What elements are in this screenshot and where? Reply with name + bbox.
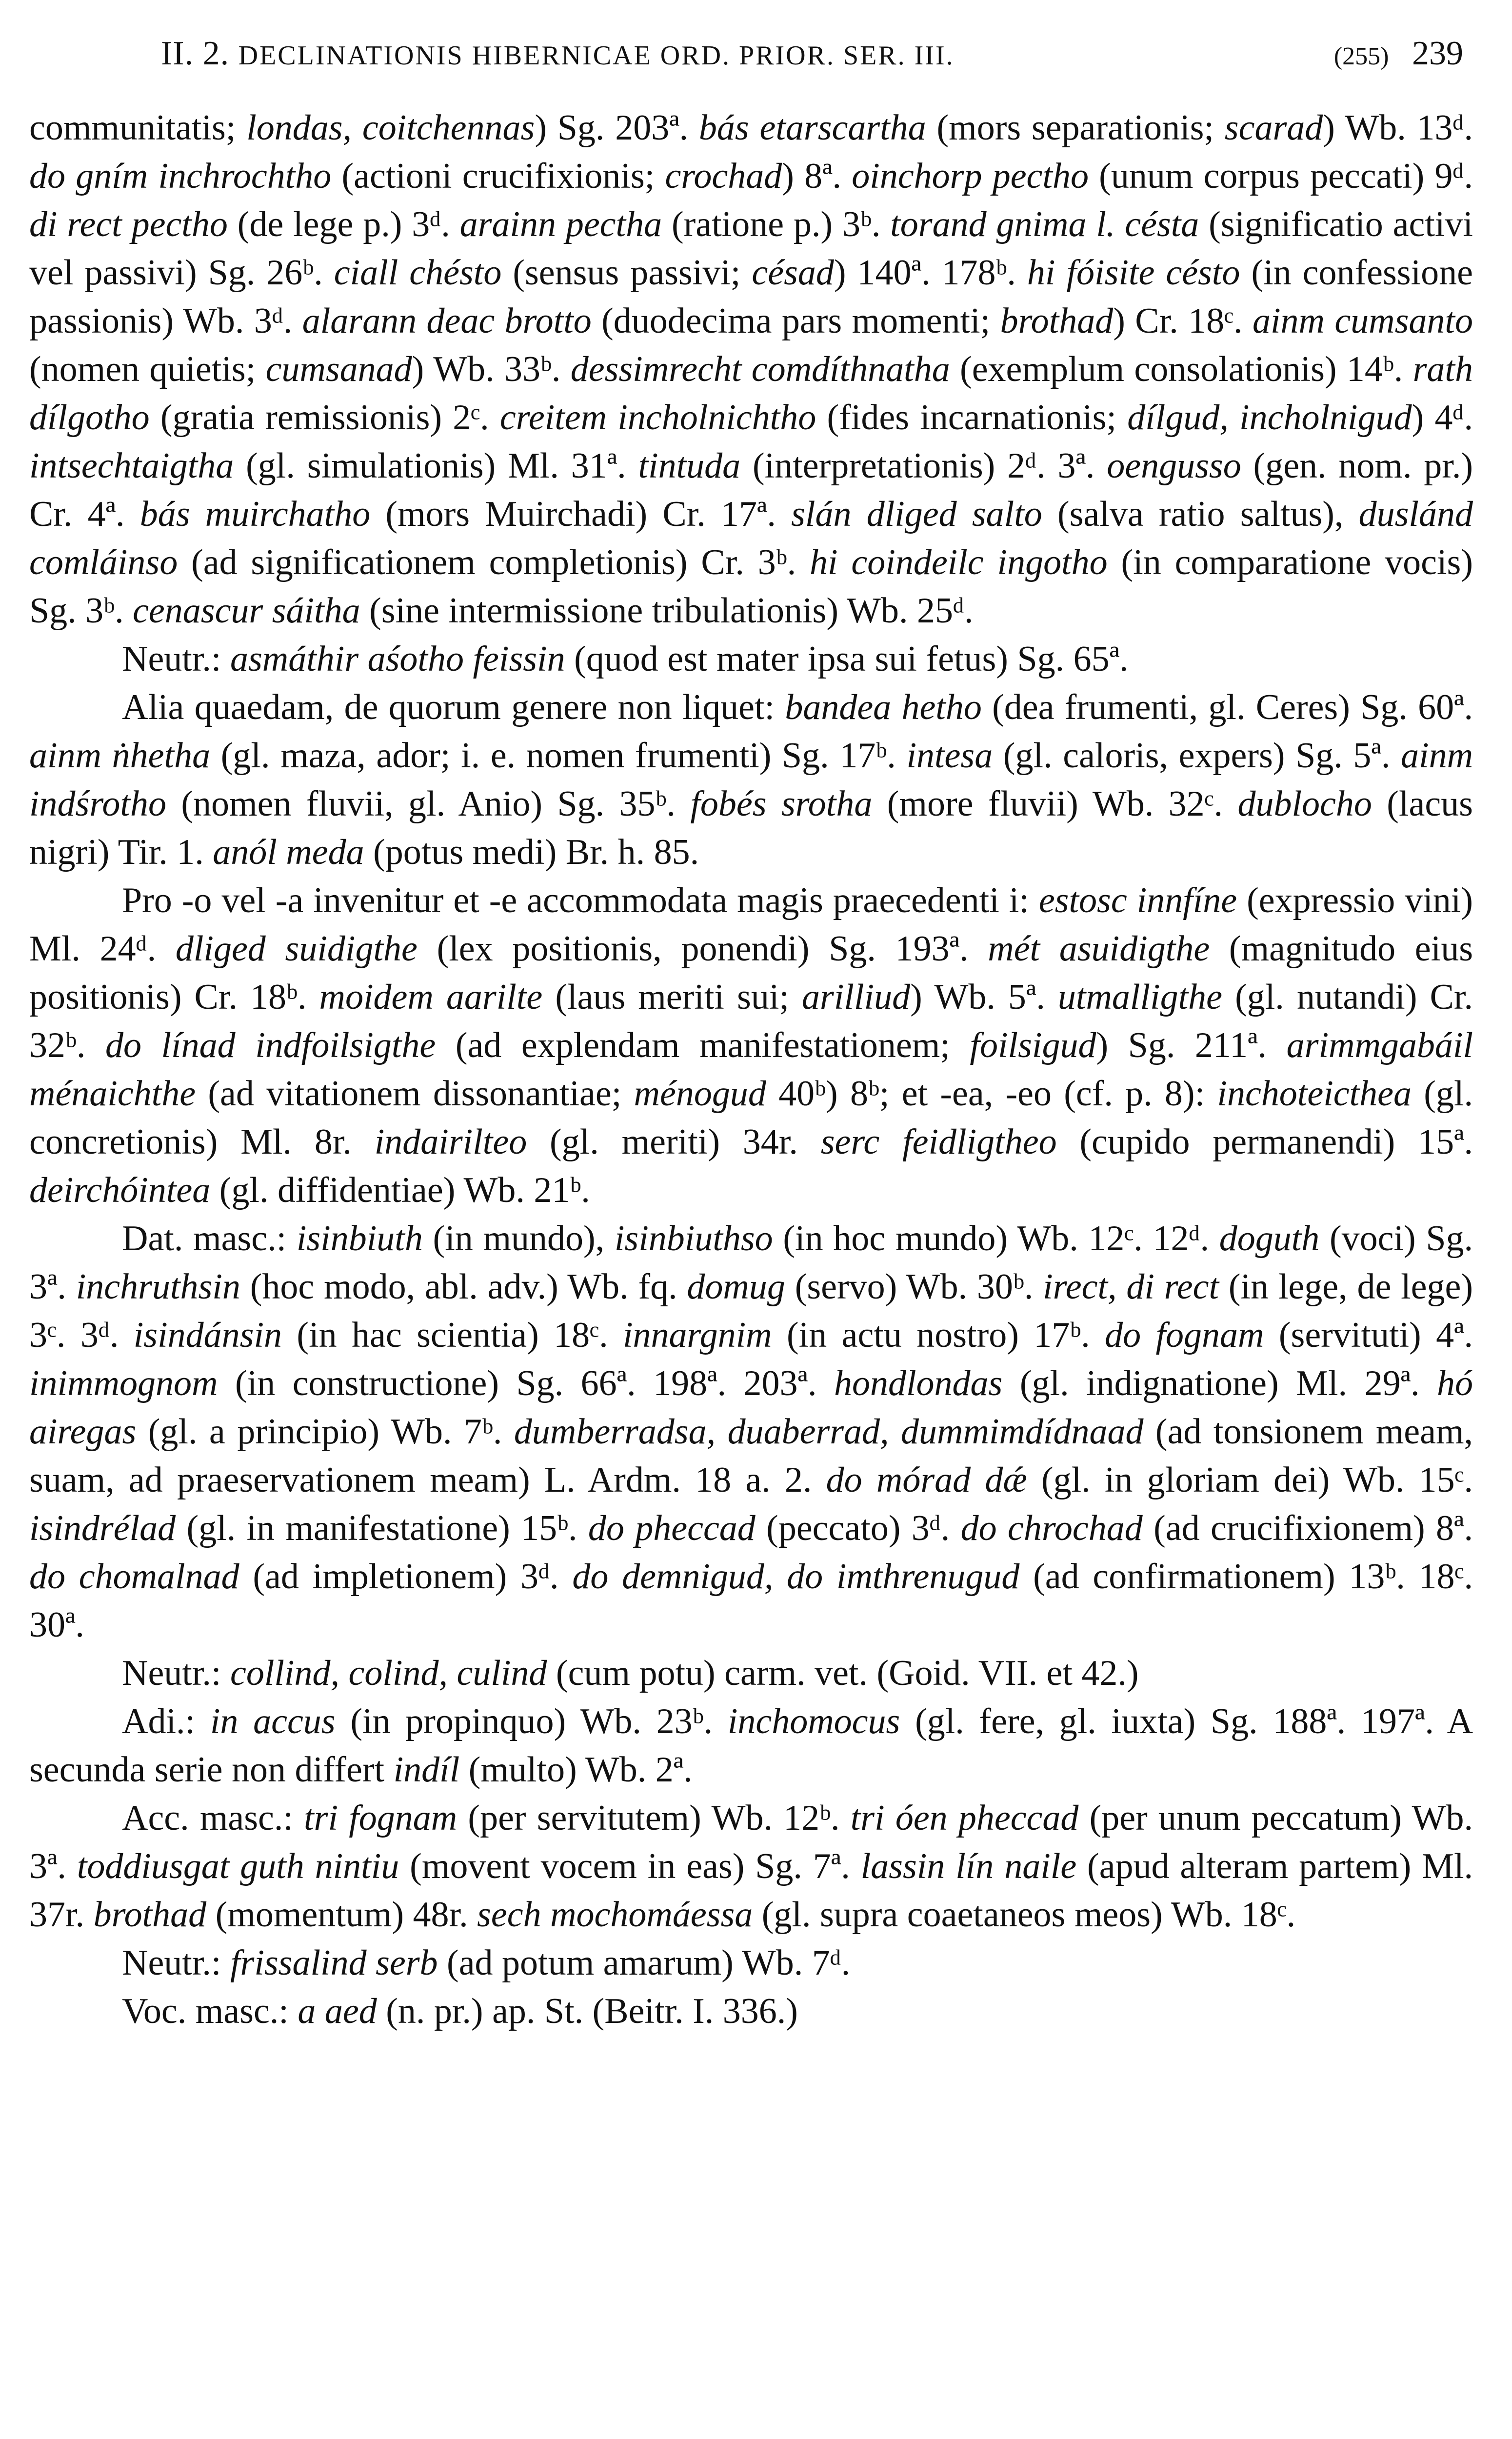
irish-form: bandea hetho [785,687,982,727]
irish-form: bás muirchatho [139,494,371,534]
irish-form: fobés srotha [690,784,873,824]
irish-form: indíl [393,1750,460,1790]
gloss-text: (mors Muirchadi) Cr. 17ª. [370,494,792,534]
irish-form: arainn pectha [459,204,662,244]
irish-form: hi coindeilc ingotho [810,542,1108,582]
irish-form: tri fognam [304,1798,458,1838]
gloss-text: (ad vitationem dissonantiae; [196,1074,634,1114]
gloss-text: Alia quaedam, de quorum genere non liquet: [122,687,785,727]
gloss-text: (de lege p.) 3ᵈ. [227,204,460,244]
gloss-text: (salva ratio saltus), [1042,494,1359,534]
irish-form: collind, colind, culind [230,1653,547,1693]
paragraph [29,104,1473,635]
section-title: DECLINATIONIS HIBERNICAE ORD. PRIOR. SER. III. [238,40,955,71]
irish-form: rath dílgotho [29,349,1473,438]
gloss-text: ) 140ª. 178ᵇ. [834,253,1027,293]
gloss-text: (per unum peccatum) Wb. 3ª. [29,1798,1473,1886]
gloss-text: (duodecima pars momenti; [591,301,1000,341]
gloss-text: Voc. masc.: [122,1991,298,2031]
gloss-text: (interpretationis) 2ᵈ. 3ª. [740,446,1107,486]
gloss-text: (gl. diffidentiae) Wb. 21ᵇ. [210,1170,590,1210]
gloss-text: (unum corpus peccati) 9ᵈ. [1088,156,1473,196]
irish-form: crochad [665,156,782,196]
gloss-text: Acc. masc.: [122,1798,304,1838]
gloss-text: (peccato) 3ᵈ. [755,1508,961,1548]
paragraph [29,877,1473,1215]
irish-form: intesa [906,736,993,776]
irish-form: torand gnima l. césta [890,204,1199,244]
gloss-text: (gl. a principio) Wb. 7ᵇ. [136,1412,514,1452]
gloss-text: (sine intermissione tribulationis) Wb. 25ᵈ. [360,591,974,631]
irish-form: brothad [1000,301,1114,341]
irish-form: ménogud [634,1074,766,1114]
gloss-text: (gen. nom. pr.) Cr. 4ª. [29,446,1473,534]
paragraph [29,683,1473,877]
paragraph [29,635,1473,683]
irish-form: do mórad dǽ [826,1460,1027,1500]
gloss-text: (nomen fluvii, gl. Anio) Sg. 35ᵇ. [166,784,691,824]
irish-form: ainm ṅhetha [29,736,211,776]
irish-form: isinbiuthso [614,1219,773,1259]
irish-form: ainm cumsanto [1252,301,1473,341]
gloss-text: (gl. caloris, expers) Sg. 5ª. [993,736,1401,776]
irish-form: inchomocus [727,1701,900,1741]
gloss-text: (ad explendam manifestationem; [436,1025,970,1065]
gloss-text: ) Wb. 13ᵈ. [1323,108,1473,148]
gloss-text: (sensus passivi; [501,253,752,293]
irish-form: creitem incholnichtho [499,398,816,438]
irish-form: dílgud, incholnigud [1127,398,1412,438]
gloss-text: (significatio activi vel passivi) Sg. 26ᵇ. [29,204,1473,293]
gloss-text: (ad crucifixionem) 8ª. [1142,1508,1473,1548]
gloss-text: ) 8ª. [782,156,852,196]
irish-form: a aed [298,1991,377,2031]
gloss-text: (in comparatione vocis) Sg. 3ᵇ. [29,542,1473,631]
irish-form: serc feidligtheo [820,1122,1057,1162]
gloss-text: 40ᵇ) 8ᵇ; et -ea, -eo (cf. p. 8): [766,1074,1217,1114]
gloss-text: (per servitutem) Wb. 12ᵇ. [457,1798,851,1838]
gloss-text: (lex positionis, ponendi) Sg. 193ª. [417,929,988,969]
irish-form: domug [687,1267,785,1307]
gloss-text: (laus meriti sui; [542,977,802,1017]
irish-form: isindánsin [133,1315,282,1355]
gloss-text: (more fluvii) Wb. 32ᶜ. [872,784,1238,824]
irish-form: hó airegas [29,1363,1473,1452]
irish-form: anól meda [213,832,364,872]
irish-form: dessimrecht comdíthnatha [570,349,950,389]
irish-form: hi fóisite césto [1027,253,1240,293]
gloss-text: (ad confirmationem) 13ᵇ. 18ᶜ. 30ª. [29,1557,1473,1645]
body-text [29,104,1473,2036]
gloss-text: Neutr.: [122,639,230,679]
gloss-text: (gl. meriti) 34r. [527,1122,821,1162]
irish-form: in accus [210,1701,336,1741]
running-head [29,27,1473,80]
gloss-text: ) Cr. 18ᶜ. [1113,301,1253,341]
gloss-text: Dat. masc.: [122,1219,297,1259]
irish-form: duslánd comláinso [29,494,1473,582]
irish-form: scarad [1224,108,1323,148]
gloss-text: (gl. maza, ador; i. e. nomen frumenti) Sg. 17ᵇ. [210,736,907,776]
gloss-text: (magnitudo eius positionis) Cr. 18ᵇ. [29,929,1473,1017]
gloss-text: ) 4ᵈ. [1412,398,1473,438]
gloss-text: Neutr.: [122,1653,230,1693]
gloss-text: (ratione p.) 3ᵇ. [662,204,891,244]
irish-form: dliged suidigthe [175,929,418,969]
irish-form: foilsigud [970,1025,1096,1065]
gloss-text: (exemplum consolationis) 14ᵇ. [950,349,1413,389]
irish-form: inchoteicthea [1217,1074,1412,1114]
irish-form: ainm indśrotho [29,736,1473,824]
irish-form: mét asuidigthe [988,929,1210,969]
gloss-text: (in hac scientia) 18ᶜ. [282,1315,623,1355]
gloss-text: (lacus nigri) Tir. 1. [29,784,1473,872]
gloss-text: (voci) Sg. 3ª. [29,1219,1473,1307]
irish-form: doguth [1219,1219,1320,1259]
gloss-text: Neutr.: [122,1943,230,1983]
gloss-text: (gratia remissionis) 2ᶜ. [149,398,500,438]
irish-form: dublocho [1237,784,1372,824]
irish-form: tri óen pheccad [850,1798,1079,1838]
paragraph [29,1649,1473,1698]
irish-form: oengusso [1107,446,1241,486]
gloss-text: (in propinquo) Wb. 23ᵇ. [335,1701,728,1741]
irish-form: irect, di rect [1043,1267,1219,1307]
gloss-text: (ad tonsionem meam, suam, ad praeservationem meam) L. Ardm. 18 a. 2. [29,1412,1473,1500]
gloss-text: (expressio vini) Ml. 24ᵈ. [29,880,1473,969]
gloss-text: (n. pr.) ap. St. (Beitr. I. 336.) [377,1991,798,2031]
gloss-text: communitatis; [29,108,247,148]
gloss-text: (in mundo), [422,1219,615,1259]
irish-form: innargnim [622,1315,772,1355]
gloss-text: Pro -o vel -a invenitur et -e accommodata magis praecedenti i: [122,880,1039,920]
irish-form: ciall chésto [334,253,502,293]
irish-form: do pheccad [588,1508,756,1548]
irish-form: estosc innfíne [1038,880,1237,920]
irish-form: sech mochomáessa [477,1895,753,1935]
irish-form: utmalligthe [1057,977,1222,1017]
irish-form: arilliud [802,977,911,1017]
irish-form: tintuda [638,446,741,486]
gloss-text: (in hoc mundo) Wb. 12ᶜ. 12ᵈ. [773,1219,1219,1259]
gloss-text: (in lege, de lege) 3ᶜ. 3ᵈ. [29,1267,1473,1355]
section-number: II. 2. [161,35,230,72]
irish-form: oinchorp pectho [852,156,1089,196]
irish-form: di rect pectho [29,204,228,244]
irish-form: dumberradsa, duaberrad, dummimdídnaad [514,1412,1144,1452]
gloss-text: (apud alteram partem) Ml. 37r. [29,1846,1473,1935]
gloss-text: ) Wb. 5ª. [910,977,1058,1017]
gloss-text: (in constructione) Sg. 66ª. 198ª. 203ª. [218,1363,834,1403]
gloss-text: (gl. supra coaetaneos meos) Wb. 18ᶜ. [753,1895,1296,1935]
paragraph [29,1698,1473,1794]
irish-form: do chrochad [960,1508,1143,1548]
irish-form: brothad [93,1895,207,1935]
gloss-text: (gl. concretionis) Ml. 8r. [29,1074,1473,1162]
gloss-text: (gl. nutandi) Cr. 32ᵇ. [29,977,1473,1065]
gloss-text: (servo) Wb. 30ᵇ. [785,1267,1043,1307]
irish-form: asmáthir aśotho feissin [230,639,565,679]
irish-form: inchruthsin [76,1267,240,1307]
gloss-text: (gl. simulationis) Ml. 31ª. [234,446,638,486]
gloss-text: ) Sg. 211ª. [1096,1025,1287,1065]
gloss-text: (nomen quietis; [29,349,266,389]
irish-form: lassin lín naile [860,1846,1077,1886]
gloss-text: (dea frumenti, gl. Ceres) Sg. 60ª. [981,687,1473,727]
gloss-text: ) Sg. 203ª. [535,108,699,148]
irish-form: slán dliged salto [791,494,1042,534]
irish-form: bás etarscartha [698,108,926,148]
gloss-text: (ad significationem completionis) Cr. 3ᵇ. [178,542,810,582]
gloss-text: (movent vocem in eas) Sg. 7ª. [399,1846,861,1886]
irish-form: cenascur sáitha [133,591,360,631]
irish-form: inimmognom [29,1363,218,1403]
irish-form: do línad indfoilsigthe [105,1025,436,1065]
gloss-text: (multo) Wb. 2ª. [459,1750,693,1790]
irish-form: deirchóintea [29,1170,211,1210]
paragraph [29,1215,1473,1649]
gloss-text: (hoc modo, abl. adv.) Wb. fq. [240,1267,687,1307]
gloss-text: (ad potum amarum) Wb. 7ᵈ. [438,1943,851,1983]
gloss-text: (actioni crucifixionis; [331,156,665,196]
gloss-text: (fides incarnationis; [816,398,1128,438]
paragraph [29,1794,1473,1939]
gloss-text: (cum potu) carm. vet. (Goid. VII. et 42.) [547,1653,1139,1693]
irish-form: césad [752,253,834,293]
irish-form: hondlondas [834,1363,1003,1403]
irish-form: cumsanad [265,349,412,389]
irish-form: do chomalnad [29,1557,239,1597]
irish-form: moidem aarilte [319,977,543,1017]
irish-form: isindrélad [29,1508,176,1548]
irish-form: indairilteo [374,1122,527,1162]
gloss-text: Adi.: [122,1701,210,1741]
gloss-text: (servituti) 4ª. [1264,1315,1473,1355]
gloss-text: (gl. indignatione) Ml. 29ª. [1002,1363,1437,1403]
paragraph [29,1939,1473,1987]
gloss-text: (in confessione passionis) Wb. 3ᵈ. [29,253,1473,341]
gloss-text: (gl. in manifestatione) 15ᵇ. [176,1508,588,1548]
gloss-text: (gl. fere, gl. iuxta) Sg. 188ª. 197ª. A secunda serie non differt [29,1701,1473,1790]
paragraph [29,1987,1473,2036]
gloss-text: (potus medi) Br. h. 85. [364,832,699,872]
gloss-text: (cupido permanendi) 15ª. [1056,1122,1473,1162]
page-numbers [1334,27,1463,83]
irish-form: toddiusgat guth nintiu [77,1846,399,1886]
irish-form: do demnigud, do imthrenugud [572,1557,1020,1597]
irish-form: intsechtaigtha [29,446,234,486]
gloss-text: ) Wb. 33ᵇ. [412,349,571,389]
page-number: 239 [1412,35,1463,72]
running-title [161,27,955,82]
gloss-text: (in actu nostro) 17ᵇ. [772,1315,1105,1355]
gloss-text: (momentum) 48r. [206,1895,477,1935]
irish-form: do gním inchrochtho [29,156,332,196]
irish-form: alarann deac brotto [302,301,592,341]
gloss-text: (quod est mater ipsa sui fetus) Sg. 65ª. [565,639,1129,679]
irish-form: arimmgabáil ménaichthe [29,1025,1473,1114]
irish-form: frissalind serb [230,1943,438,1983]
gloss-text: (ad impletionem) 3ᵈ. [239,1557,573,1597]
gloss-text: (mors separationis; [926,108,1225,148]
irish-form: do fognam [1105,1315,1264,1355]
irish-form: isinbiuth [296,1219,423,1259]
bracket-page-number: (255) [1333,42,1389,70]
book-page [29,27,1473,2036]
irish-form: londas, coitchennas [246,108,535,148]
gloss-text: (gl. in gloriam dei) Wb. 15ᶜ. [1027,1460,1473,1500]
